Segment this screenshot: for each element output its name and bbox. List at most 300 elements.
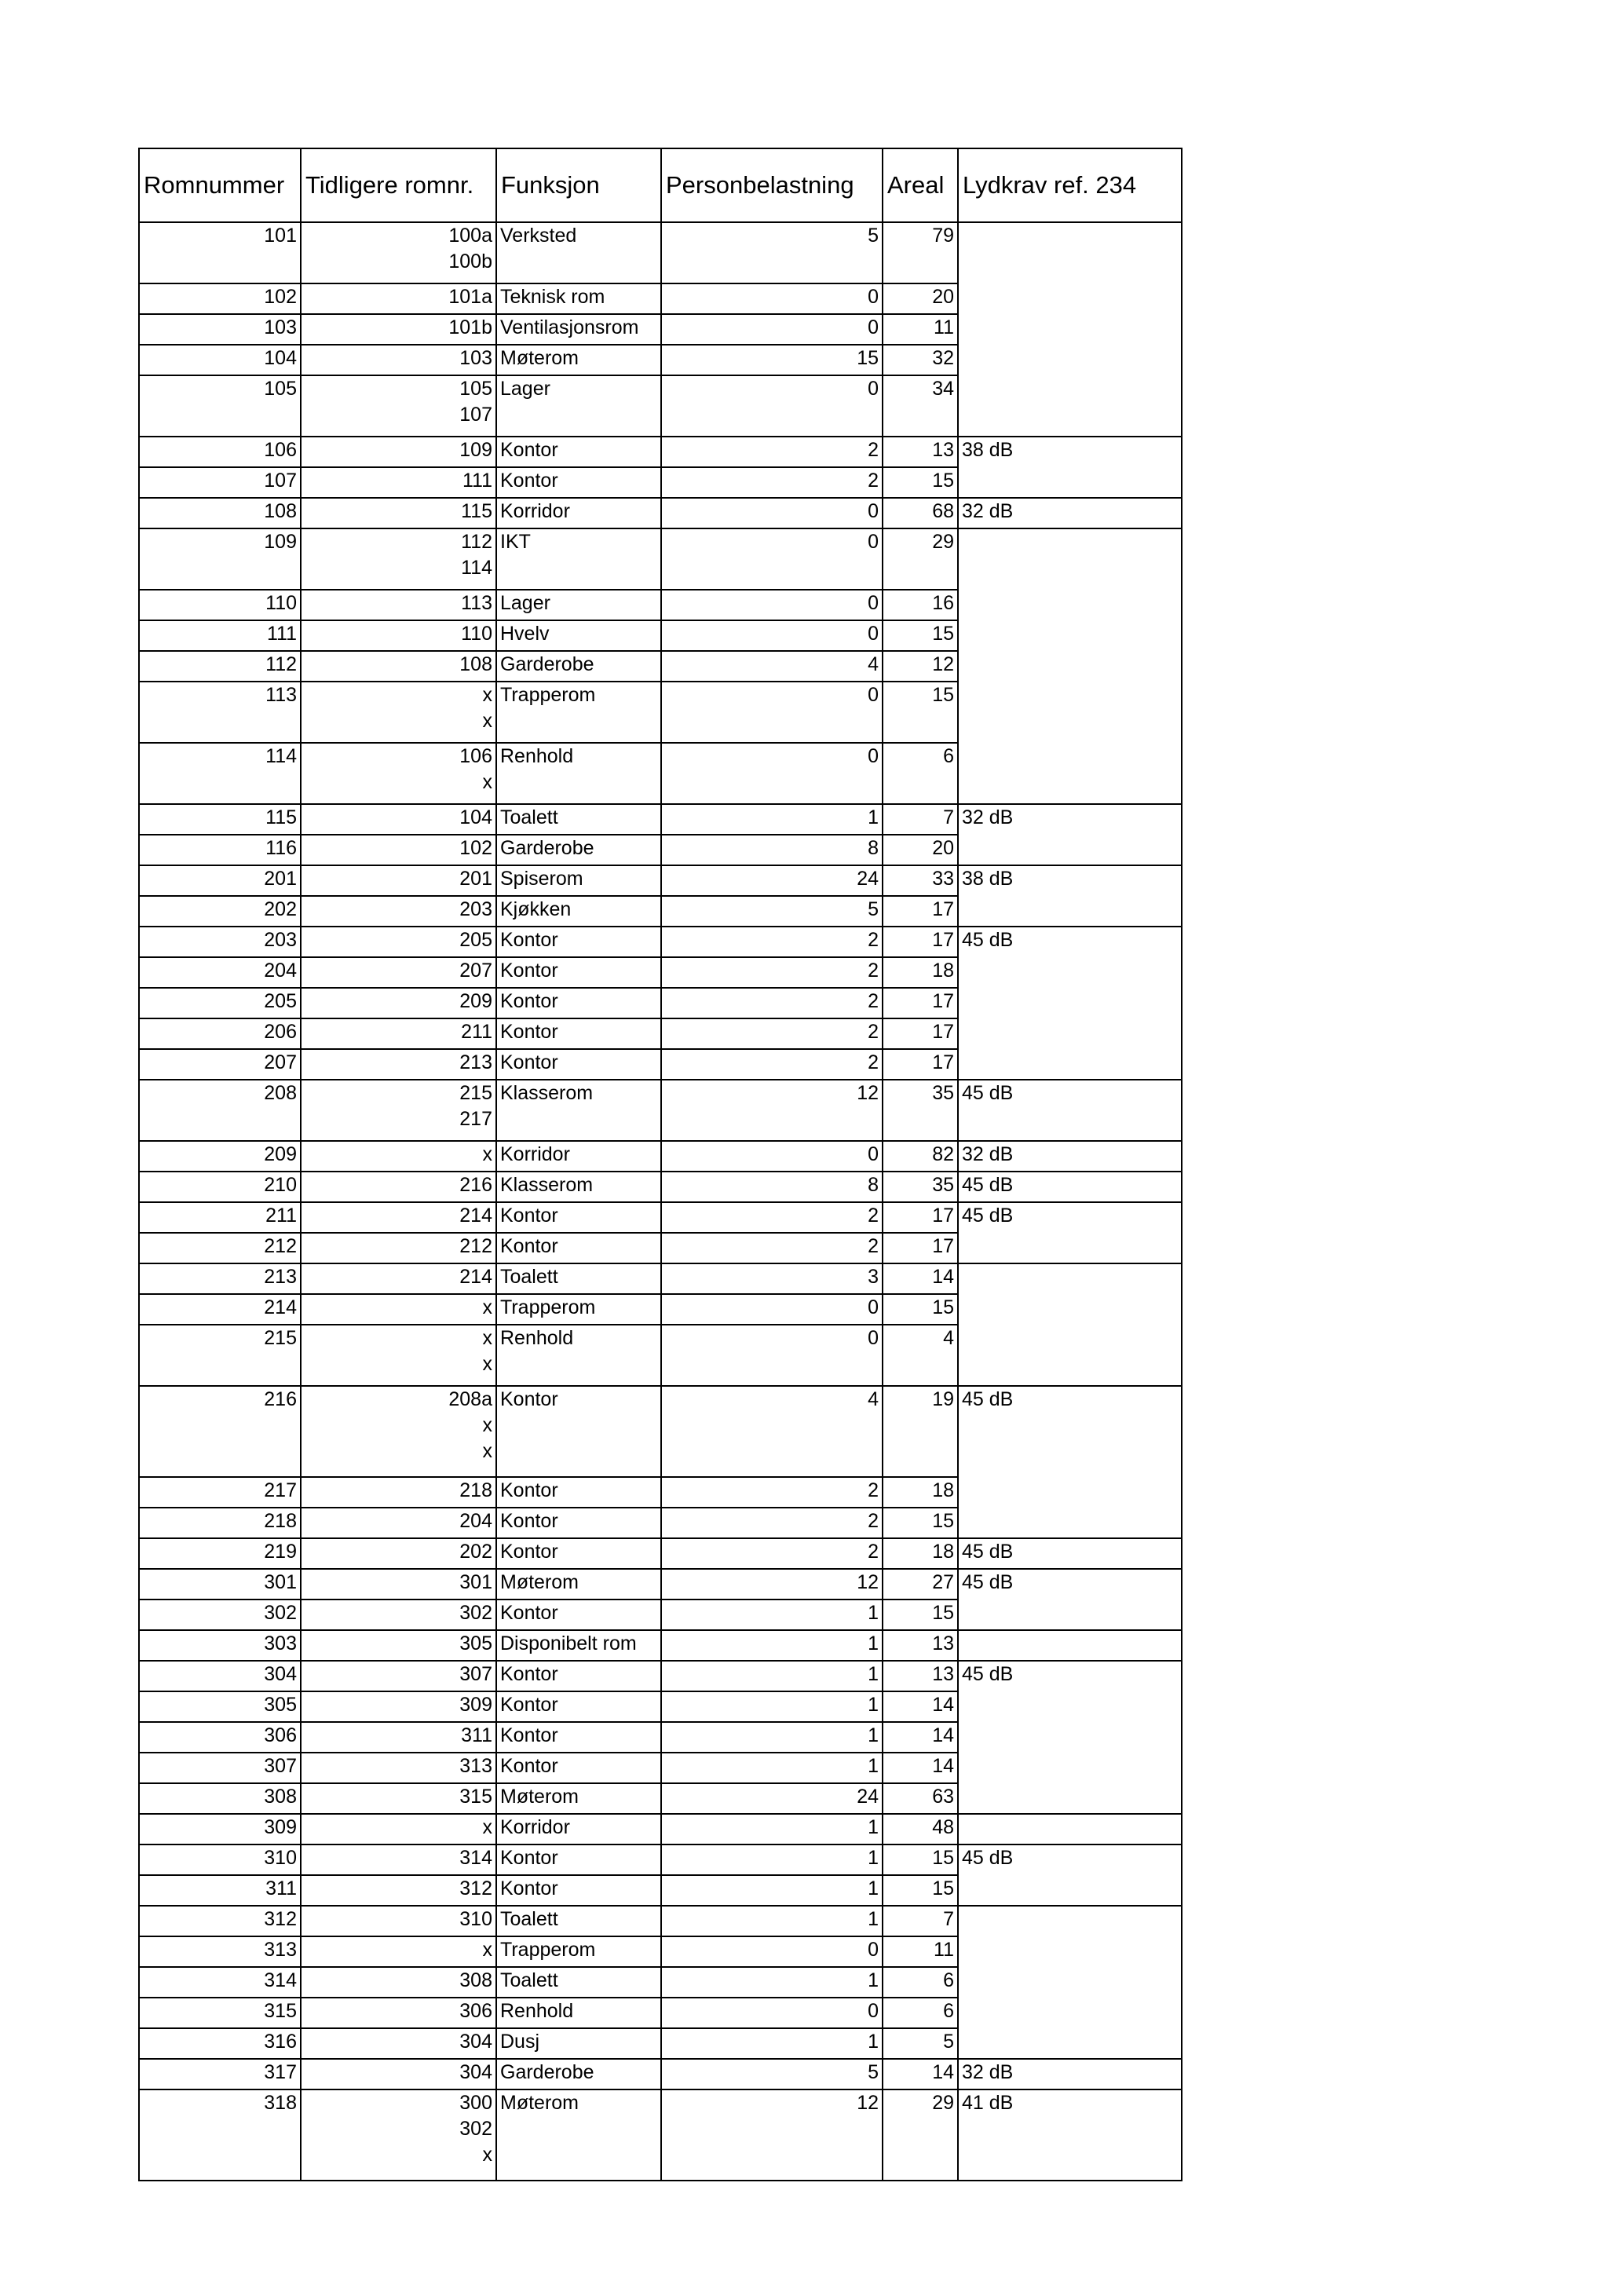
cell-romnummer: 302 — [139, 1600, 301, 1630]
cell-funksjon: Trapperom — [496, 1936, 661, 1967]
cell-funksjon: Toalett — [496, 1967, 661, 1998]
cell-romnummer: 113 — [139, 682, 301, 743]
cell-personbelastning: 12 — [661, 1569, 883, 1600]
cell-areal: 15 — [883, 1600, 958, 1630]
tidligere-romnr-value: 207 — [459, 960, 492, 982]
header-personbelastning: Personbelastning — [661, 148, 883, 222]
cell-personbelastning: 24 — [661, 1783, 883, 1814]
table-row — [139, 1844, 1182, 1875]
tidligere-romnr-value: 100a — [448, 225, 492, 247]
cell-personbelastning: 0 — [661, 1141, 883, 1172]
cell-personbelastning: 1 — [661, 2028, 883, 2059]
cell-funksjon: Kontor — [496, 1202, 661, 1233]
cell-lydkrav: 45 dB — [958, 1569, 1182, 1630]
tidligere-romnr-value: 110 — [461, 623, 492, 645]
cell-tidligere-romnr — [301, 682, 496, 743]
cell-funksjon: Møterom — [496, 345, 661, 375]
table-row — [139, 1906, 1182, 1936]
cell-areal: 6 — [883, 1998, 958, 2028]
cell-lydkrav: 45 dB — [958, 1538, 1182, 1569]
cell-funksjon: Trapperom — [496, 1294, 661, 1325]
cell-areal: 13 — [883, 1630, 958, 1661]
cell-personbelastning: 0 — [661, 743, 883, 804]
cell-funksjon: Kontor — [496, 1844, 661, 1875]
cell-romnummer: 114 — [139, 743, 301, 804]
cell-personbelastning: 2 — [661, 1477, 883, 1508]
cell-romnummer: 202 — [139, 896, 301, 927]
cell-funksjon: Møterom — [496, 1783, 661, 1814]
cell-tidligere-romnr — [301, 743, 496, 804]
tidligere-romnr-value: x — [482, 710, 492, 732]
tidligere-romnr-value: 302 — [459, 2118, 492, 2140]
cell-romnummer: 216 — [139, 1386, 301, 1477]
cell-tidligere-romnr — [301, 1569, 496, 1600]
table-row — [139, 1630, 1182, 1661]
cell-areal: 33 — [883, 865, 958, 896]
tidligere-romnr-value: 300 — [459, 2092, 492, 2114]
tidligere-romnr-value: 104 — [459, 806, 492, 828]
cell-romnummer: 112 — [139, 651, 301, 682]
cell-personbelastning: 5 — [661, 222, 883, 283]
cell-funksjon: Kontor — [496, 957, 661, 988]
tidligere-romnr-value: 209 — [459, 990, 492, 1012]
cell-areal: 27 — [883, 1569, 958, 1600]
cell-lydkrav: 32 dB — [958, 804, 1182, 865]
table-row — [139, 528, 1182, 590]
cell-personbelastning: 2 — [661, 957, 883, 988]
cell-personbelastning: 3 — [661, 1263, 883, 1294]
cell-areal: 17 — [883, 988, 958, 1018]
tidligere-romnr-value: 314 — [459, 1847, 492, 1869]
cell-romnummer: 315 — [139, 1998, 301, 2028]
cell-romnummer: 309 — [139, 1814, 301, 1844]
cell-areal: 14 — [883, 1722, 958, 1753]
cell-lydkrav: 45 dB — [958, 1661, 1182, 1814]
cell-funksjon: Klasserom — [496, 1080, 661, 1141]
cell-tidligere-romnr — [301, 498, 496, 528]
cell-romnummer: 115 — [139, 804, 301, 835]
cell-funksjon: Garderobe — [496, 651, 661, 682]
cell-areal: 29 — [883, 2089, 958, 2181]
cell-funksjon: Korridor — [496, 498, 661, 528]
cell-areal: 13 — [883, 1661, 958, 1691]
tidligere-romnr-value: x — [482, 1440, 492, 1462]
cell-lydkrav: 45 dB — [958, 1172, 1182, 1202]
tidligere-romnr-value: 204 — [459, 1510, 492, 1532]
table-row — [139, 1569, 1182, 1600]
cell-funksjon: Kjøkken — [496, 896, 661, 927]
cell-tidligere-romnr — [301, 528, 496, 590]
cell-tidligere-romnr — [301, 1508, 496, 1538]
cell-personbelastning: 1 — [661, 1691, 883, 1722]
cell-romnummer: 218 — [139, 1508, 301, 1538]
cell-funksjon: Kontor — [496, 1233, 661, 1263]
tidligere-romnr-value: 313 — [459, 1755, 492, 1777]
cell-tidligere-romnr — [301, 1018, 496, 1049]
cell-lydkrav: 32 dB — [958, 2059, 1182, 2089]
cell-lydkrav: 45 dB — [958, 927, 1182, 1080]
header-funksjon: Funksjon — [496, 148, 661, 222]
cell-areal: 17 — [883, 896, 958, 927]
cell-funksjon: Toalett — [496, 1263, 661, 1294]
tidligere-romnr-value: 301 — [459, 1571, 492, 1593]
cell-tidligere-romnr — [301, 1630, 496, 1661]
cell-personbelastning: 2 — [661, 1202, 883, 1233]
tidligere-romnr-value: 307 — [459, 1663, 492, 1685]
cell-personbelastning: 0 — [661, 1325, 883, 1386]
cell-tidligere-romnr — [301, 1814, 496, 1844]
cell-romnummer: 312 — [139, 1906, 301, 1936]
cell-funksjon: Toalett — [496, 804, 661, 835]
cell-personbelastning: 4 — [661, 1386, 883, 1477]
tidligere-romnr-value: 105 — [459, 378, 492, 400]
cell-areal: 12 — [883, 651, 958, 682]
tidligere-romnr-value: 103 — [459, 347, 492, 369]
cell-funksjon: Kontor — [496, 1753, 661, 1783]
cell-romnummer: 213 — [139, 1263, 301, 1294]
cell-areal: 11 — [883, 1936, 958, 1967]
cell-romnummer: 306 — [139, 1722, 301, 1753]
cell-personbelastning: 1 — [661, 1875, 883, 1906]
cell-personbelastning: 1 — [661, 804, 883, 835]
tidligere-romnr-value: 211 — [461, 1021, 492, 1043]
cell-areal: 5 — [883, 2028, 958, 2059]
cell-personbelastning: 2 — [661, 1508, 883, 1538]
cell-romnummer: 103 — [139, 314, 301, 345]
cell-tidligere-romnr — [301, 1538, 496, 1569]
cell-funksjon: Kontor — [496, 1875, 661, 1906]
cell-areal: 82 — [883, 1141, 958, 1172]
header-romnummer: Romnummer — [139, 148, 301, 222]
cell-funksjon: Kontor — [496, 1691, 661, 1722]
cell-funksjon: Møterom — [496, 1569, 661, 1600]
cell-tidligere-romnr — [301, 1600, 496, 1630]
cell-funksjon: Kontor — [496, 988, 661, 1018]
cell-lydkrav: 45 dB — [958, 1202, 1182, 1263]
tidligere-romnr-value: 111 — [462, 470, 492, 492]
cell-personbelastning: 2 — [661, 467, 883, 498]
cell-lydkrav: 45 dB — [958, 1386, 1182, 1538]
cell-lydkrav: 41 dB — [958, 2089, 1182, 2181]
cell-romnummer: 206 — [139, 1018, 301, 1049]
tidligere-romnr-value: x — [482, 2144, 492, 2166]
table-row — [139, 1202, 1182, 1233]
tidligere-romnr-value: 217 — [459, 1108, 492, 1130]
table-row — [139, 1263, 1182, 1294]
tidligere-romnr-value: x — [482, 1939, 492, 1961]
cell-romnummer: 311 — [139, 1875, 301, 1906]
cell-lydkrav: 32 dB — [958, 498, 1182, 528]
cell-personbelastning: 0 — [661, 1936, 883, 1967]
cell-tidligere-romnr — [301, 1202, 496, 1233]
cell-romnummer: 215 — [139, 1325, 301, 1386]
cell-tidligere-romnr — [301, 1080, 496, 1141]
cell-areal: 13 — [883, 437, 958, 467]
cell-personbelastning: 2 — [661, 437, 883, 467]
tidligere-romnr-value: 309 — [459, 1694, 492, 1716]
cell-romnummer: 317 — [139, 2059, 301, 2089]
cell-personbelastning: 12 — [661, 1080, 883, 1141]
cell-funksjon: Korridor — [496, 1141, 661, 1172]
cell-funksjon: Garderobe — [496, 835, 661, 865]
cell-areal: 18 — [883, 957, 958, 988]
cell-tidligere-romnr — [301, 1141, 496, 1172]
tidligere-romnr-value: 112 — [461, 531, 492, 553]
cell-tidligere-romnr — [301, 314, 496, 345]
cell-areal: 17 — [883, 1049, 958, 1080]
cell-areal: 17 — [883, 927, 958, 957]
cell-tidligere-romnr — [301, 2089, 496, 2181]
cell-personbelastning: 1 — [661, 1906, 883, 1936]
cell-romnummer: 201 — [139, 865, 301, 896]
cell-areal: 17 — [883, 1233, 958, 1263]
table-body — [139, 222, 1182, 2181]
tidligere-romnr-value: 304 — [459, 2061, 492, 2083]
cell-funksjon: Kontor — [496, 1661, 661, 1691]
cell-tidligere-romnr — [301, 437, 496, 467]
cell-tidligere-romnr — [301, 1661, 496, 1691]
table-row — [139, 1172, 1182, 1202]
cell-areal: 7 — [883, 1906, 958, 1936]
cell-funksjon: Møterom — [496, 2089, 661, 2181]
cell-romnummer: 219 — [139, 1538, 301, 1569]
tidligere-romnr-value: x — [482, 684, 492, 706]
cell-funksjon: Kontor — [496, 1538, 661, 1569]
cell-funksjon: Dusj — [496, 2028, 661, 2059]
cell-personbelastning: 0 — [661, 1998, 883, 2028]
cell-areal: 14 — [883, 1263, 958, 1294]
tidligere-romnr-value: x — [482, 771, 492, 793]
cell-areal: 15 — [883, 1875, 958, 1906]
cell-lydkrav: 38 dB — [958, 437, 1182, 498]
cell-romnummer: 305 — [139, 1691, 301, 1722]
cell-lydkrav: 45 dB — [958, 1080, 1182, 1141]
cell-tidligere-romnr — [301, 957, 496, 988]
cell-areal: 15 — [883, 1844, 958, 1875]
cell-funksjon: Kontor — [496, 467, 661, 498]
room-table — [138, 148, 1183, 2181]
cell-tidligere-romnr — [301, 1722, 496, 1753]
tidligere-romnr-value: 302 — [459, 1602, 492, 1624]
tidligere-romnr-value: x — [482, 1296, 492, 1318]
cell-tidligere-romnr — [301, 620, 496, 651]
cell-funksjon: Kontor — [496, 1508, 661, 1538]
cell-personbelastning: 2 — [661, 1233, 883, 1263]
cell-personbelastning: 24 — [661, 865, 883, 896]
tidligere-romnr-value: 214 — [459, 1205, 492, 1227]
cell-tidligere-romnr — [301, 1263, 496, 1294]
cell-romnummer: 109 — [139, 528, 301, 590]
cell-areal: 16 — [883, 590, 958, 620]
cell-romnummer: 313 — [139, 1936, 301, 1967]
cell-areal: 15 — [883, 620, 958, 651]
cell-tidligere-romnr — [301, 283, 496, 314]
table-row — [139, 1661, 1182, 1691]
cell-romnummer: 210 — [139, 1172, 301, 1202]
cell-areal: 6 — [883, 743, 958, 804]
cell-lydkrav — [958, 1906, 1182, 2059]
cell-personbelastning: 15 — [661, 345, 883, 375]
cell-areal: 14 — [883, 2059, 958, 2089]
cell-funksjon: Teknisk rom — [496, 283, 661, 314]
cell-personbelastning: 0 — [661, 590, 883, 620]
tidligere-romnr-value: 202 — [459, 1541, 492, 1563]
cell-romnummer: 207 — [139, 1049, 301, 1080]
cell-personbelastning: 2 — [661, 1538, 883, 1569]
cell-lydkrav — [958, 1263, 1182, 1386]
cell-funksjon: Kontor — [496, 1386, 661, 1477]
cell-funksjon: Kontor — [496, 1600, 661, 1630]
tidligere-romnr-value: x — [482, 1327, 492, 1349]
cell-tidligere-romnr — [301, 1049, 496, 1080]
cell-areal: 17 — [883, 1018, 958, 1049]
tidligere-romnr-value: 205 — [459, 929, 492, 951]
cell-lydkrav — [958, 1814, 1182, 1844]
cell-personbelastning: 0 — [661, 1294, 883, 1325]
cell-romnummer: 301 — [139, 1569, 301, 1600]
cell-funksjon: Klasserom — [496, 1172, 661, 1202]
cell-personbelastning: 1 — [661, 1844, 883, 1875]
cell-areal: 35 — [883, 1172, 958, 1202]
cell-tidligere-romnr — [301, 1325, 496, 1386]
cell-areal: 20 — [883, 835, 958, 865]
cell-funksjon: Spiserom — [496, 865, 661, 896]
cell-lydkrav: 32 dB — [958, 1141, 1182, 1172]
cell-romnummer: 314 — [139, 1967, 301, 1998]
tidligere-romnr-value: 213 — [459, 1051, 492, 1073]
header-tidligere-romnr: Tidligere romnr. — [301, 148, 496, 222]
tidligere-romnr-value: 102 — [459, 837, 492, 859]
cell-romnummer: 211 — [139, 1202, 301, 1233]
cell-personbelastning: 0 — [661, 682, 883, 743]
cell-tidligere-romnr — [301, 2059, 496, 2089]
cell-funksjon: Kontor — [496, 437, 661, 467]
cell-areal: 4 — [883, 1325, 958, 1386]
cell-areal: 11 — [883, 314, 958, 345]
cell-tidligere-romnr — [301, 345, 496, 375]
cell-romnummer: 203 — [139, 927, 301, 957]
cell-romnummer: 110 — [139, 590, 301, 620]
cell-tidligere-romnr — [301, 1691, 496, 1722]
cell-areal: 7 — [883, 804, 958, 835]
cell-funksjon: Renhold — [496, 743, 661, 804]
cell-romnummer: 303 — [139, 1630, 301, 1661]
cell-personbelastning: 0 — [661, 375, 883, 437]
cell-areal: 18 — [883, 1477, 958, 1508]
cell-tidligere-romnr — [301, 467, 496, 498]
cell-tidligere-romnr — [301, 896, 496, 927]
cell-romnummer: 214 — [139, 1294, 301, 1325]
cell-personbelastning: 1 — [661, 1967, 883, 1998]
cell-areal: 29 — [883, 528, 958, 590]
cell-funksjon: Kontor — [496, 927, 661, 957]
cell-tidligere-romnr — [301, 2028, 496, 2059]
table-row — [139, 865, 1182, 896]
cell-tidligere-romnr — [301, 1783, 496, 1814]
tidligere-romnr-value: 100b — [448, 250, 492, 272]
cell-romnummer: 307 — [139, 1753, 301, 1783]
cell-areal: 35 — [883, 1080, 958, 1141]
cell-areal: 15 — [883, 467, 958, 498]
cell-funksjon: Lager — [496, 590, 661, 620]
cell-personbelastning: 8 — [661, 835, 883, 865]
tidligere-romnr-value: 310 — [459, 1908, 492, 1930]
cell-personbelastning: 1 — [661, 1753, 883, 1783]
table-row — [139, 2089, 1182, 2181]
cell-romnummer: 204 — [139, 957, 301, 988]
table-row — [139, 1080, 1182, 1141]
header-row — [139, 148, 1182, 222]
tidligere-romnr-value: x — [482, 1816, 492, 1838]
cell-tidligere-romnr — [301, 1753, 496, 1783]
tidligere-romnr-value: 311 — [461, 1724, 492, 1746]
tidligere-romnr-value: 115 — [461, 500, 492, 522]
tidligere-romnr-value: 201 — [459, 868, 492, 890]
header-areal: Areal — [883, 148, 958, 222]
cell-romnummer: 310 — [139, 1844, 301, 1875]
cell-romnummer: 102 — [139, 283, 301, 314]
cell-romnummer: 212 — [139, 1233, 301, 1263]
tidligere-romnr-value: 306 — [459, 2000, 492, 2022]
cell-areal: 15 — [883, 1294, 958, 1325]
table-row — [139, 1538, 1182, 1569]
cell-areal: 32 — [883, 345, 958, 375]
cell-funksjon: Toalett — [496, 1906, 661, 1936]
cell-funksjon: Disponibelt rom — [496, 1630, 661, 1661]
cell-areal: 6 — [883, 1967, 958, 1998]
cell-tidligere-romnr — [301, 927, 496, 957]
table-row — [139, 222, 1182, 283]
table-row — [139, 1814, 1182, 1844]
cell-areal: 63 — [883, 1783, 958, 1814]
tidligere-romnr-value: 215 — [459, 1082, 492, 1104]
tidligere-romnr-value: x — [482, 1143, 492, 1165]
cell-personbelastning: 1 — [661, 1630, 883, 1661]
cell-tidligere-romnr — [301, 1386, 496, 1477]
cell-tidligere-romnr — [301, 835, 496, 865]
cell-personbelastning: 0 — [661, 620, 883, 651]
cell-tidligere-romnr — [301, 1172, 496, 1202]
tidligere-romnr-value: 214 — [459, 1266, 492, 1288]
cell-personbelastning: 0 — [661, 314, 883, 345]
cell-funksjon: Renhold — [496, 1998, 661, 2028]
cell-personbelastning: 1 — [661, 1814, 883, 1844]
cell-tidligere-romnr — [301, 1844, 496, 1875]
cell-lydkrav — [958, 222, 1182, 437]
header-lydkrav: Lydkrav ref. 234 — [958, 148, 1182, 222]
cell-tidligere-romnr — [301, 651, 496, 682]
cell-tidligere-romnr — [301, 988, 496, 1018]
cell-tidligere-romnr — [301, 1998, 496, 2028]
cell-areal: 17 — [883, 1202, 958, 1233]
cell-romnummer: 116 — [139, 835, 301, 865]
cell-personbelastning: 2 — [661, 1049, 883, 1080]
cell-romnummer: 205 — [139, 988, 301, 1018]
cell-lydkrav — [958, 528, 1182, 804]
cell-funksjon: Trapperom — [496, 682, 661, 743]
cell-personbelastning: 2 — [661, 1018, 883, 1049]
cell-lydkrav: 45 dB — [958, 1844, 1182, 1906]
tidligere-romnr-value: 216 — [459, 1174, 492, 1196]
table-row — [139, 927, 1182, 957]
cell-romnummer: 101 — [139, 222, 301, 283]
tidligere-romnr-value: 218 — [459, 1479, 492, 1501]
cell-areal: 48 — [883, 1814, 958, 1844]
table-row — [139, 1386, 1182, 1477]
cell-tidligere-romnr — [301, 865, 496, 896]
cell-personbelastning: 2 — [661, 988, 883, 1018]
cell-areal: 19 — [883, 1386, 958, 1477]
